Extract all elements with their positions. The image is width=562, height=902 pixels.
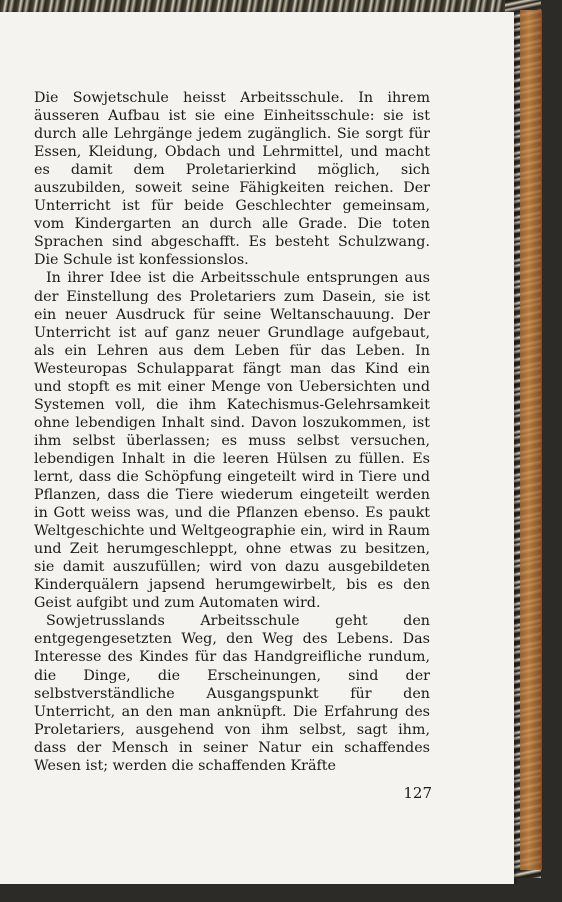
book-cover-edge (520, 10, 542, 870)
background-bottom (0, 884, 562, 902)
page-number: 127 (403, 784, 432, 802)
paragraph-1: Die Sowjetschule heisst Arbeitsschule. In ihrem äusseren Aufbau ist sie eine Einheitsschule: sie ist durch alle Lehrgänge jedem zugänglich. Sie sorgt für Essen, Kleidung, Obdach und Lehrmittel, und macht es damit dem Proletarierkind möglich, sich auszubilden, soweit seine Fähigkeiten reichen. Der Unterricht ist für beide Geschlechter gemeinsam, vom Kindergarten an durch alle Grade. Die toten Sprachen sind abgeschafft. Es besteht Schulzwang. Die Schule ist konfessionslos. (34, 90, 430, 269)
paragraph-2: In ihrer Idee ist die Arbeitsschule entsprungen aus der Einstellung des Proletariers zum Dasein, sie ist ein neuer Ausdruck für seine Weltanschauung. Der Unterricht ist auf ganz neuer Grundlage aufgebaut, als ein Lehren aus dem Leben für das Leben. In Westeuropas Schulapparat fängt man das Kind ein und stopft es mit einer Menge von Uebersichten und Systemen voll, die ihm Katechismus-Gelehrsamkeit ohne lebendigen Inhalt sind. Davon loszukommen, ist ihm selbst überlassen; es muss selbst versuchen, lebendigen Inhalt in die leeren Hülsen zu füllen. Es lernt, dass die Schöpfung eingeteilt wird in Tiere und Pflanzen, dass die Tiere wiederum eingeteilt werden in Gott weiss was, und die Pflanzen ebenso. Es paukt Weltgeschichte und Weltgeographie ein, wird in Raum und Zeit herumgeschleppt, ohne etwas zu besitzen, sie damit auszufüllen; wird von dazu ausgebildeten Kinderquälern japsend herumgewirbelt, bis es den Geist aufgibt und zum Automaten wird. (34, 270, 430, 612)
book-page (0, 12, 514, 884)
body-text (34, 89, 430, 775)
paragraph-3: Sowjetrusslands Arbeitsschule geht den entgegengesetzten Weg, den Weg des Lebens. Das Interesse des Kindes für das Handgreifliche rundum, die Dinge, die Erscheinungen, sind der selbstverständliche Ausgangspunkt für den Unterricht, an den man anknüpft. Die Erfahrung des Proletariers, ausgehend von ihm selbst, sagt ihm, dass der Mensch in seiner Natur ein schaffendes Wesen ist; werden die schaffenden Kräfte (34, 613, 430, 774)
